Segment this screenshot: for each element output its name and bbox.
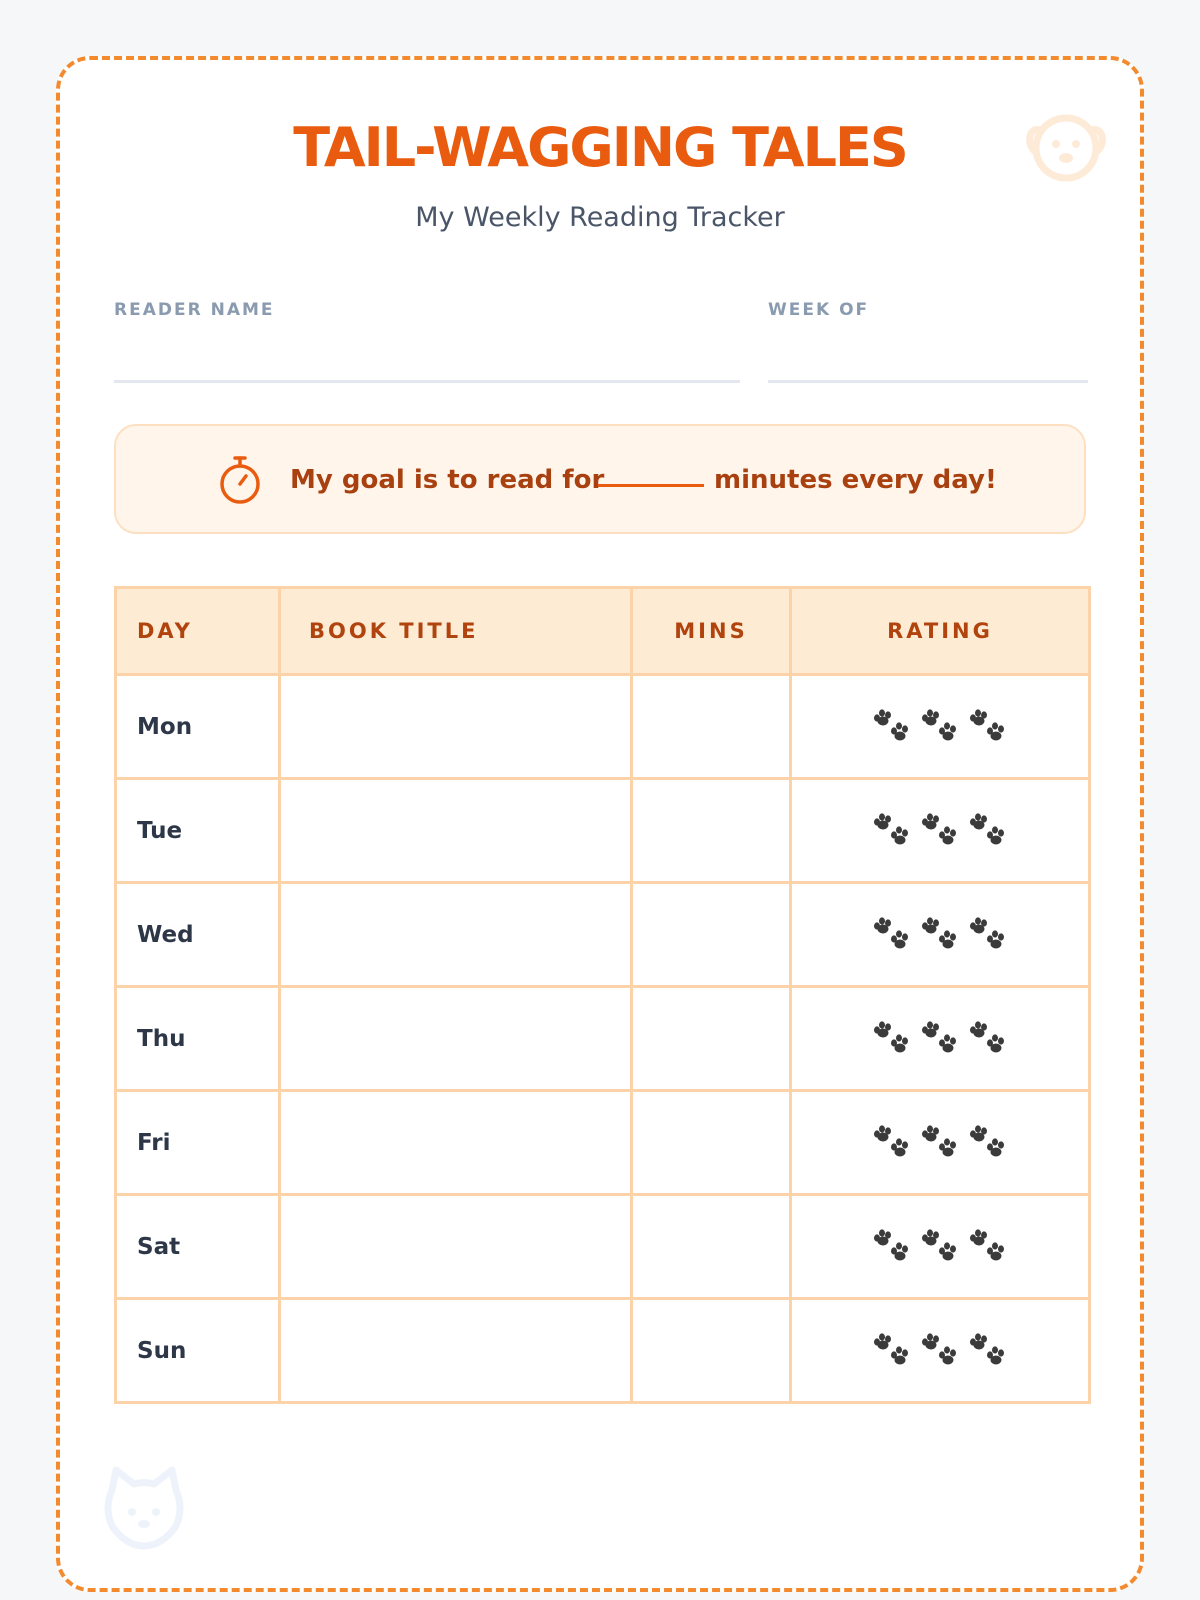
paw-prints-icon[interactable] <box>872 1123 912 1163</box>
rating-cell[interactable] <box>791 1195 1090 1299</box>
mins-cell[interactable] <box>632 1091 791 1195</box>
week-of-label: WEEK OF <box>768 300 870 320</box>
reader-name-field[interactable] <box>114 380 740 383</box>
book-title-cell[interactable] <box>280 1299 632 1403</box>
week-of-field[interactable] <box>768 380 1088 383</box>
page-title: TAIL-WAGGING TALES <box>293 116 907 179</box>
daily-goal-banner <box>114 424 1086 534</box>
col-header-day: DAY <box>116 588 280 675</box>
page-subtitle: My Weekly Reading Tracker <box>415 202 785 233</box>
paw-prints-icon[interactable] <box>872 1227 912 1267</box>
rating-cell[interactable] <box>791 779 1090 883</box>
mins-cell[interactable] <box>632 675 791 779</box>
book-title-cell[interactable] <box>280 675 632 779</box>
paw-prints-icon[interactable] <box>872 707 912 747</box>
mins-cell[interactable] <box>632 883 791 987</box>
table-header-row <box>116 588 1090 675</box>
table-row <box>116 675 1090 779</box>
paw-prints-icon[interactable] <box>968 915 1008 955</box>
paw-prints-icon[interactable] <box>968 1123 1008 1163</box>
mins-cell[interactable] <box>632 1195 791 1299</box>
goal-minutes-blank[interactable] <box>598 484 704 487</box>
mins-cell[interactable] <box>632 987 791 1091</box>
paw-prints-icon[interactable] <box>920 1331 960 1371</box>
table-row <box>116 1091 1090 1195</box>
paw-prints-icon[interactable] <box>872 1019 912 1059</box>
book-title-cell[interactable] <box>280 1091 632 1195</box>
paw-prints-icon[interactable] <box>968 1331 1008 1371</box>
mins-cell[interactable] <box>632 779 791 883</box>
paw-prints-icon[interactable] <box>968 1227 1008 1267</box>
table-row <box>116 1299 1090 1403</box>
cat-face-icon <box>94 1460 194 1560</box>
paw-prints-icon[interactable] <box>872 915 912 955</box>
rating-cell[interactable] <box>791 675 1090 779</box>
table-row <box>116 1195 1090 1299</box>
day-cell: Wed <box>116 883 280 987</box>
book-title-cell[interactable] <box>280 987 632 1091</box>
reading-log-table <box>114 586 1091 1404</box>
paw-prints-icon[interactable] <box>872 811 912 851</box>
tracker-card <box>56 56 1144 1592</box>
col-header-book-title: BOOK TITLE <box>280 588 632 675</box>
book-title-cell[interactable] <box>280 779 632 883</box>
rating-cell[interactable] <box>791 1299 1090 1403</box>
paw-prints-icon[interactable] <box>920 1019 960 1059</box>
paw-prints-icon[interactable] <box>872 1331 912 1371</box>
rating-cell[interactable] <box>791 987 1090 1091</box>
reader-name-label: READER NAME <box>114 300 275 320</box>
rating-cell[interactable] <box>791 1091 1090 1195</box>
day-cell: Mon <box>116 675 280 779</box>
table-row <box>116 987 1090 1091</box>
day-cell: Thu <box>116 987 280 1091</box>
stopwatch-icon <box>218 454 262 506</box>
paw-prints-icon[interactable] <box>920 1123 960 1163</box>
col-header-mins: MINS <box>632 588 791 675</box>
table-row <box>116 883 1090 987</box>
goal-text-after: minutes every day! <box>714 465 997 495</box>
paw-prints-icon[interactable] <box>920 707 960 747</box>
day-cell: Sun <box>116 1299 280 1403</box>
paw-prints-icon[interactable] <box>920 811 960 851</box>
col-header-rating: RATING <box>791 588 1090 675</box>
paw-prints-icon[interactable] <box>920 915 960 955</box>
paw-prints-icon[interactable] <box>968 1019 1008 1059</box>
goal-text-before: My goal is to read for <box>290 465 605 495</box>
book-title-cell[interactable] <box>280 1195 632 1299</box>
day-cell: Tue <box>116 779 280 883</box>
paw-prints-icon[interactable] <box>968 811 1008 851</box>
book-title-cell[interactable] <box>280 883 632 987</box>
day-cell: Fri <box>116 1091 280 1195</box>
day-cell: Sat <box>116 1195 280 1299</box>
paw-prints-icon[interactable] <box>968 707 1008 747</box>
paw-prints-icon[interactable] <box>920 1227 960 1267</box>
rating-cell[interactable] <box>791 883 1090 987</box>
mins-cell[interactable] <box>632 1299 791 1403</box>
table-row <box>116 779 1090 883</box>
